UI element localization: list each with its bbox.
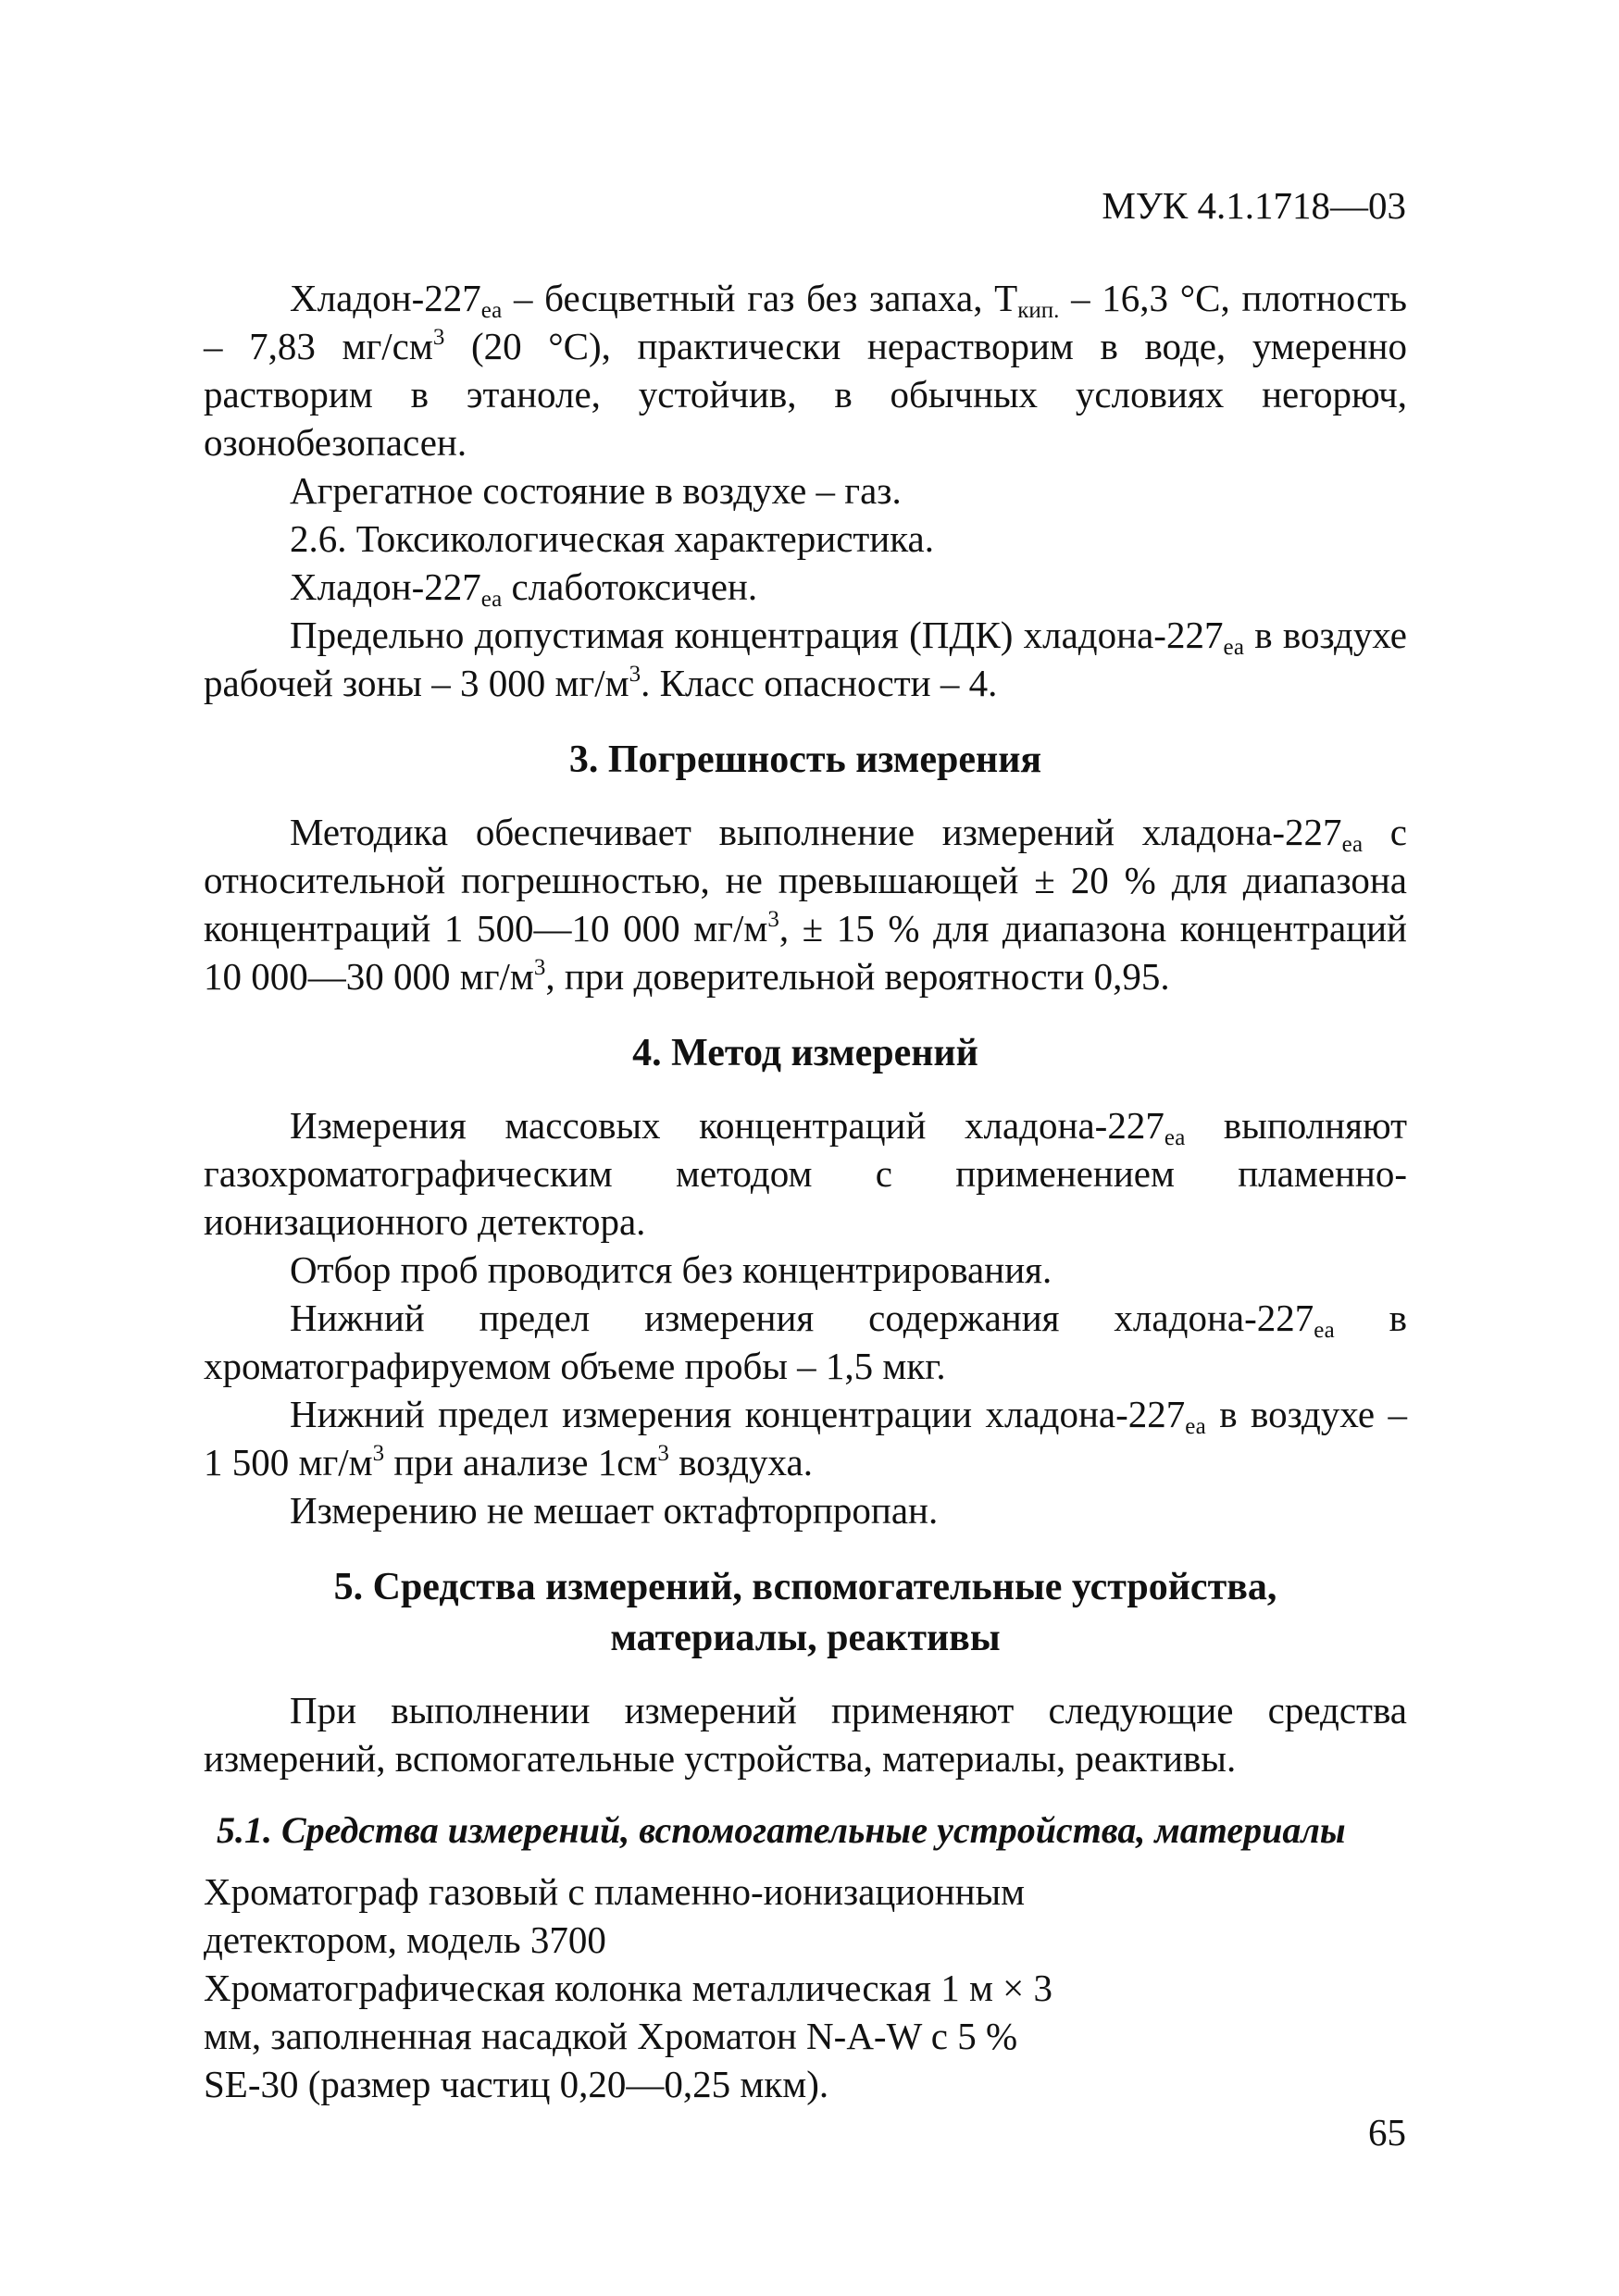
paragraph-lower-limit-concentration: Нижний предел измерения концентрации хладона-$227_{еа}$ в воздухе – 1 500 $мг/м^3$ при анализе $1см^3$ воздуха. — [204, 1393, 1407, 1483]
paragraph-sampling: Отбор проб проводится без концентрирования. — [290, 1248, 1052, 1291]
section-5-heading: 5. Средства измерений, вспомогательные устройства, материалы, реактивы — [333, 1566, 1277, 1659]
list-item: Хроматографическая колонка металлическая 1 м × 3 мм, заполненная насадкой Хроматон N-A-W с 5 % SE-30 (размер частиц 0,20—0,25 мкм). — [204, 1967, 1053, 2105]
document-code-header: МУК 4.1.1718—03 — [1102, 184, 1406, 227]
page-body — [204, 274, 1407, 2108]
section-4-heading: 4. Метод измерений — [632, 1032, 978, 1074]
paragraph-aggregate-state: Агрегатное состояние в воздухе – газ. — [290, 469, 902, 512]
page-number: 65 — [1368, 2111, 1406, 2153]
paragraph-lower-limit-mass: Нижний предел измерения содержания хладона-$227_{еа}$ в хроматографируемом объеме пробы – 1,5 мкг. — [204, 1297, 1407, 1387]
paragraph-means-intro: При выполнении измерений применяют следующие средства измерений, вспомогательные устройства, материалы, реактивы. — [204, 1689, 1407, 1780]
subsection-5-1-heading: 5.1. Средства измерений, вспомогательные устройства, материалы — [217, 1809, 1346, 1851]
list-item: Хроматограф газовый с пламенно-ионизационным детектором, модель 3700 — [204, 1870, 1026, 1961]
paragraph-toxicity: Хладон-$227_{еа}$ слаботоксичен. — [290, 565, 758, 612]
equipment-list — [204, 1868, 1055, 2108]
paragraph-toxicology-title: 2.6. Токсикологическая характеристика. — [290, 517, 934, 560]
section-3-heading: 3. Погрешность измерения — [568, 738, 1042, 781]
paragraph-mac: Предельно допустимая концентрация (ПДК) хладона-$227_{еа}$ в воздухе рабочей зоны – 3 000 $мг/м^3$. Класс опасности – 4. — [204, 614, 1407, 704]
paragraph-method: Измерения массовых концентраций хладона-$227_{еа}$ выполняют газохроматографическим методом с применением пламенно-ионизационного детектора. — [204, 1104, 1407, 1243]
paragraph-error: Методика обеспечивает выполнение измерений хладона-$227_{еа}$ с относительной погрешностью, не превышающей ± 20 % для диапазона концентраций 1 500—10 000 $мг/м^3$, ± 15 % для диапазона концентраций 10 000—30 000 $мг/м^3$, при доверительной вероятности 0,95. — [204, 811, 1407, 998]
paragraph-description: Хладон-$227_{еа}$ – бесцветный газ без запаха, $Т_{кип.} - 16,3$ °С, плотность – 7,83 $мг/см^3$ (20 °С), практически нерастворим в воде, умеренно растворим в этаноле, устойчив, в обычных условиях негорюч, озонобезопасен. — [204, 277, 1408, 464]
paragraph-interference: Измерению не мешает октафторпропан. — [290, 1489, 939, 1532]
